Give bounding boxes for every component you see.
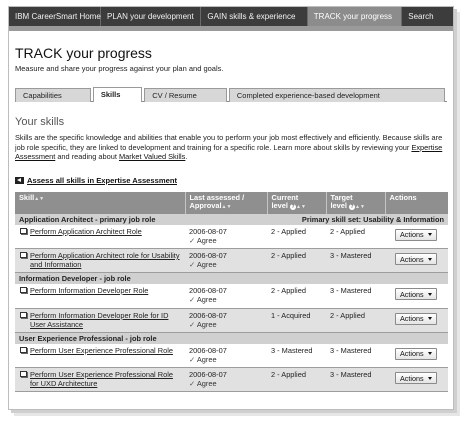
sort-icon[interactable]: ▲▼ <box>221 204 232 210</box>
tab-capabilities[interactable]: Capabilities <box>15 88 91 102</box>
tab-completed-experience[interactable]: Completed experience-based development <box>229 88 445 102</box>
actions-label: Actions <box>400 289 424 299</box>
actions-cell <box>385 368 448 392</box>
arrow-left-icon <box>15 177 24 184</box>
nav-track-progress[interactable]: TRACK your progress <box>308 7 402 26</box>
skills-table-body <box>15 214 448 392</box>
market-valued-skills-link[interactable]: Market Valued Skills <box>118 152 186 161</box>
header-current-line1: Current <box>271 192 299 202</box>
nav-gain-skills[interactable]: GAIN skills & experience <box>201 7 307 26</box>
approval-label: Agree <box>196 319 217 329</box>
assessed-cell <box>185 368 267 392</box>
actions-label: Actions <box>400 373 424 383</box>
assessed-cell <box>185 344 267 368</box>
assessed-date: 2006-08-07 <box>189 286 227 295</box>
actions-dropdown[interactable] <box>395 253 437 265</box>
skill-doc-icon <box>20 228 27 234</box>
target-level-cell: 2 - Applied <box>326 308 385 332</box>
assessed-cell <box>185 249 267 273</box>
skill-cell <box>15 249 185 273</box>
tab-cv-resume[interactable]: CV / Resume <box>144 88 227 102</box>
caret-down-icon <box>428 258 432 261</box>
actions-dropdown[interactable] <box>395 348 437 360</box>
approval-status <box>189 260 263 269</box>
actions-label: Actions <box>400 349 424 358</box>
group-row-application-architect <box>15 214 448 225</box>
sort-icon[interactable]: ▲▼ <box>296 204 306 210</box>
group-title: Information Developer - job role <box>15 273 448 285</box>
current-level-cell: 2 - Applied <box>267 368 326 392</box>
help-icon[interactable]: ? <box>291 204 295 210</box>
section-title: Your skills <box>15 116 65 128</box>
sort-icon[interactable]: ▲▼ <box>355 204 365 210</box>
group-title: Application Architect - primary job role <box>15 214 267 225</box>
approval-status <box>189 295 263 304</box>
skill-link[interactable]: Perform Application Architect Role <box>30 226 142 236</box>
assessed-date: 2006-08-07 <box>189 251 227 260</box>
assessed-cell <box>185 308 267 332</box>
actions-cell <box>385 344 448 368</box>
table-row <box>15 225 448 249</box>
header-last-assessed[interactable] <box>185 192 267 214</box>
sort-icon[interactable]: ▲▼ <box>34 195 45 202</box>
skills-description <box>15 133 445 162</box>
desc-text-2: and reading about <box>55 152 119 161</box>
skill-link[interactable]: Perform Information Developer Role for ID User Assistance <box>30 310 169 329</box>
page-title: TRACK your progress <box>15 45 152 61</box>
caret-down-icon <box>428 317 432 320</box>
caret-down-icon <box>428 293 432 296</box>
desc-text-1: Skills are the specific knowledge and abilities that enable you to perform your job most effectively and efficiently. Because skills are job role specific, they are linked to development and training for a specific role. Learn more about skills by reviewing your <box>15 133 443 152</box>
skill-cell <box>15 344 185 368</box>
actions-cell <box>385 225 448 249</box>
help-icon[interactable]: ? <box>350 204 354 210</box>
skill-cell <box>15 284 185 308</box>
approval-label: Agree <box>196 235 217 245</box>
skill-link[interactable]: Perform User Experience Professional Role <box>30 345 173 355</box>
actions-dropdown[interactable] <box>395 372 437 384</box>
actions-label: Actions <box>400 314 424 323</box>
tab-skills[interactable]: Skills <box>93 87 142 102</box>
check-icon: ✓ <box>189 319 196 329</box>
skill-link[interactable]: Perform Information Developer Role <box>30 286 149 295</box>
actions-dropdown[interactable] <box>395 313 437 325</box>
approval-status <box>189 355 263 364</box>
skill-doc-icon <box>20 287 27 293</box>
tab-bar <box>15 87 447 102</box>
caret-down-icon <box>428 377 432 380</box>
header-skill-label: Skill <box>19 192 35 202</box>
page-frame <box>8 6 454 410</box>
check-icon: ✓ <box>189 295 196 304</box>
assessed-date: 2006-08-07 <box>189 345 227 355</box>
approval-label: Agree <box>196 379 217 388</box>
header-target-level[interactable] <box>326 192 385 214</box>
actions-cell <box>385 249 448 273</box>
check-icon: ✓ <box>189 260 196 269</box>
approval-status <box>189 379 263 388</box>
current-level-cell: 3 - Mastered <box>267 344 326 368</box>
assessed-date: 2006-08-07 <box>189 226 227 236</box>
actions-label: Actions <box>400 254 424 264</box>
assessed-date: 2006-08-07 <box>189 370 227 379</box>
nav-sub-bar <box>9 26 453 31</box>
skill-doc-icon <box>20 252 27 258</box>
header-target-line2: level <box>330 201 347 210</box>
current-level-cell: 1 - Acquired <box>267 308 326 332</box>
skill-link[interactable]: Perform Application Architect role for Usability and Information <box>30 251 180 269</box>
header-skill[interactable] <box>15 192 185 214</box>
skill-doc-icon <box>20 312 27 318</box>
expertise-assessment-link[interactable]: Expertise Assessment <box>15 142 443 161</box>
header-actions: Actions <box>385 192 448 214</box>
approval-label: Agree <box>196 260 217 269</box>
table-header-row <box>15 192 448 214</box>
approval-label: Agree <box>196 295 217 304</box>
actions-cell <box>385 308 448 332</box>
table-row <box>15 368 448 392</box>
target-level-cell: 3 - Mastered <box>326 284 385 308</box>
actions-cell <box>385 284 448 308</box>
actions-dropdown[interactable] <box>395 229 437 241</box>
approval-label: Agree <box>196 354 217 364</box>
header-last-assessed-line2: Approval <box>189 201 222 210</box>
approval-status <box>189 320 263 329</box>
skill-cell <box>15 308 185 332</box>
header-current-level[interactable] <box>267 192 326 214</box>
skills-table <box>15 192 448 393</box>
assessed-cell <box>185 225 267 249</box>
skill-doc-icon <box>20 347 27 353</box>
current-level-cell: 2 - Applied <box>267 284 326 308</box>
skill-cell <box>15 225 185 249</box>
caret-down-icon <box>428 352 432 355</box>
nav-plan-development[interactable]: PLAN your development <box>101 7 201 26</box>
table-row <box>15 249 448 273</box>
group-row-user-experience <box>15 332 448 344</box>
nav-search[interactable]: Search <box>408 12 434 21</box>
desc-text-3: . <box>185 152 188 161</box>
header-last-assessed-line1: Last assessed / <box>189 192 245 202</box>
check-icon: ✓ <box>189 235 196 245</box>
skill-doc-icon <box>20 371 27 377</box>
target-level-cell: 3 - Mastered <box>326 368 385 392</box>
skill-cell <box>15 368 185 392</box>
skill-link[interactable]: Perform User Experience Professional Role for UXD Architecture <box>30 370 173 388</box>
table-row <box>15 344 448 368</box>
assess-all-skills-label: Assess all skills in Expertise Assessment <box>27 175 177 185</box>
group-title: User Experience Professional - job role <box>15 332 448 344</box>
header-current-line2: level <box>271 201 288 210</box>
target-level-cell: 3 - Mastered <box>326 344 385 368</box>
approval-status <box>189 236 263 245</box>
table-row <box>15 308 448 332</box>
target-level-cell: 2 - Applied <box>326 225 385 249</box>
actions-dropdown[interactable] <box>395 288 437 300</box>
group-row-information-developer <box>15 273 448 285</box>
assessed-cell <box>185 284 267 308</box>
target-level-cell: 3 - Mastered <box>326 249 385 273</box>
actions-label: Actions <box>400 230 424 239</box>
group-skill-set: Primary skill set: Usability & Information <box>267 214 448 225</box>
page-subtitle: Measure and share your progress against your plan and goals. <box>15 64 224 73</box>
check-icon: ✓ <box>189 354 196 364</box>
top-navigation <box>9 7 453 26</box>
check-icon: ✓ <box>189 379 196 388</box>
header-target-line1: Target <box>330 192 353 202</box>
nav-careersmart-home[interactable]: IBM CareerSmart Home <box>9 7 101 26</box>
assessed-date: 2006-08-07 <box>189 310 227 320</box>
assess-all-skills-link[interactable] <box>15 176 453 185</box>
table-row <box>15 284 448 308</box>
caret-down-icon <box>428 233 432 236</box>
current-level-cell: 2 - Applied <box>267 225 326 249</box>
current-level-cell: 2 - Applied <box>267 249 326 273</box>
